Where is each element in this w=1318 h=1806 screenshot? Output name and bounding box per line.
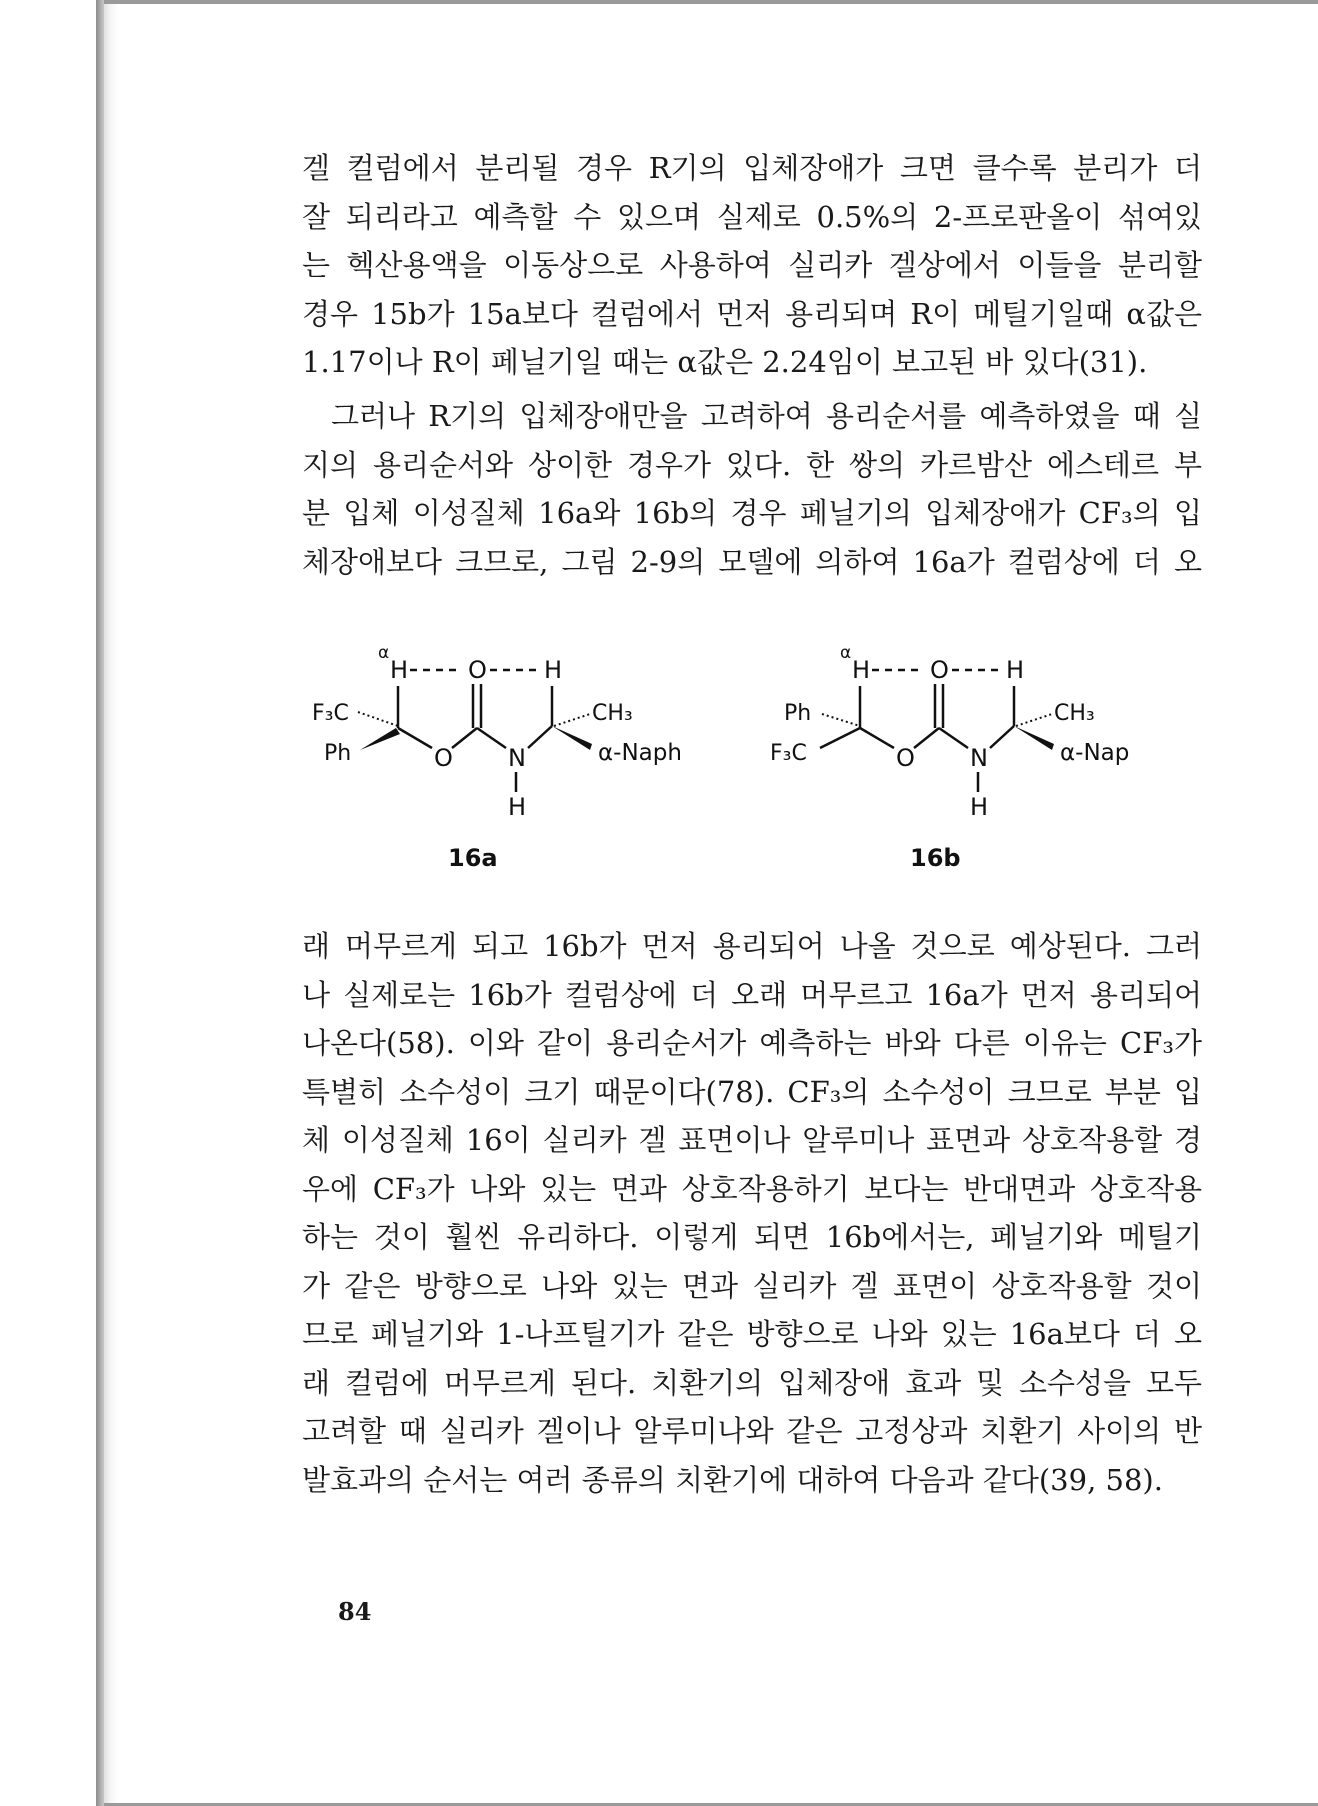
atom-label: H	[852, 656, 871, 684]
atom-label: O	[896, 744, 915, 772]
text-line: 므로 페닐기와 1-나프틸기가 같은 방향으로 나와 있는 16a보다 더 오	[302, 1317, 1202, 1351]
bond	[477, 728, 506, 748]
hashed-bond	[822, 714, 860, 726]
text-line: 1.17이나 R이 페닐기일 때는 α값은 2.24임이 보고된 바 있다(31).	[302, 345, 1148, 379]
bond	[860, 728, 894, 748]
text-line: 하는 것이 훨씬 유리하다. 이렇게 되면 16b에서는, 페닐기와 메틸기	[302, 1220, 1202, 1254]
compound-label: 16b	[910, 844, 961, 872]
text-line: 고려할 때 실리카 겔이나 알루미나와 같은 고정상과 치환기 사이의 반	[302, 1414, 1202, 1448]
text-line: 특별히 소수성이 크기 때문이다(78). CF₃의 소수성이 크므로 부분 입	[302, 1074, 1202, 1109]
text-line: 나 실제로는 16b가 컬럼상에 더 오래 머무르고 16a가 먼저 용리되어	[302, 977, 1202, 1012]
atom-label: Ph	[324, 741, 352, 766]
bond	[398, 728, 432, 748]
text-line: 분 입체 이성질체 16a와 16b의 경우 페닐기의 입체장애가 CF₃의 입	[302, 496, 1202, 530]
atom-label: H	[508, 793, 527, 821]
chemical-structure-figure	[300, 640, 1220, 880]
atom-label: N	[970, 744, 988, 772]
text-line: 지의 용리순서와 상이한 경우가 있다. 한 쌍의 카르밤산 에스테르 부	[302, 447, 1202, 482]
atom-label: CH₃	[592, 701, 633, 726]
page-top-edge	[104, 0, 1318, 4]
paragraph-2	[302, 392, 1202, 586]
bond	[452, 728, 477, 748]
bond	[914, 728, 939, 748]
atom-label: O	[434, 744, 453, 772]
paragraph-1	[302, 144, 1202, 387]
atom-label: H	[544, 656, 563, 684]
atom-label: α-Naph	[598, 740, 682, 766]
atom-label: O	[930, 656, 949, 684]
atom-label: CH₃	[1054, 701, 1095, 726]
text-line: 는 헥산용액을 이동상으로 사용하여 실리카 겔상에서 이들을 분리할	[302, 248, 1202, 282]
structure-svg	[300, 640, 1220, 880]
text-line: 래 머무르게 되고 16b가 먼저 용리되어 나올 것으로 예상된다. 그러	[302, 929, 1202, 963]
text-line: 가 같은 방향으로 나와 있는 면과 실리카 겔 표면이 상호작용할 것이	[302, 1268, 1202, 1303]
text-line: 잘 되리라고 예측할 수 있으며 실제로 0.5%의 2-프로판올이 섞여있	[302, 199, 1202, 234]
hashed-bond	[554, 714, 590, 726]
wedge-bond	[552, 726, 592, 750]
page-left-edge	[96, 0, 104, 1806]
atom-label: α-Nap	[1060, 740, 1130, 766]
text-line: 나온다(58). 이와 같이 용리순서가 예측하는 바와 다른 이유는 CF₃가	[302, 1026, 1202, 1060]
atom-label: H	[1006, 656, 1025, 684]
wedge-bond	[1014, 726, 1054, 750]
text-line: 래 컬럼에 머무르게 된다. 치환기의 입체장애 효과 및 소수성을 모두	[302, 1365, 1202, 1400]
text-line: 그러나 R기의 입체장애만을 고려하여 용리순서를 예측하였을 때 실	[331, 399, 1202, 433]
atom-label: F₃C	[770, 741, 807, 766]
text-line: 체 이성질체 16이 실리카 겔 표면이나 알루미나 표면과 상호작용할 경	[302, 1123, 1202, 1157]
atom-label: Ph	[784, 701, 812, 726]
bond	[939, 728, 968, 748]
text-line: 우에 CF₃가 나와 있는 면과 상호작용하기 보다는 반대면과 상호작용	[302, 1171, 1202, 1206]
bond	[820, 728, 860, 748]
compound-label: 16a	[448, 844, 498, 872]
atom-label: O	[468, 656, 487, 684]
bond	[528, 726, 552, 748]
molecule-16a	[312, 643, 682, 872]
atom-label: F₃C	[312, 701, 349, 726]
wedge-bond	[360, 728, 400, 750]
atom-label: N	[508, 744, 526, 772]
alpha-superscript: α	[378, 643, 390, 663]
paragraph-3	[302, 922, 1202, 1504]
molecule-16b	[770, 643, 1129, 872]
alpha-superscript: α	[840, 643, 852, 663]
hashed-bond	[358, 712, 398, 726]
text-line: 겔 컬럼에서 분리될 경우 R기의 입체장애가 크면 클수록 분리가 더	[302, 151, 1202, 185]
bond	[990, 726, 1014, 748]
hashed-bond	[1016, 714, 1052, 726]
text-line: 체장애보다 크므로, 그림 2-9의 모델에 의하여 16a가 컬럼상에 더 오	[302, 544, 1202, 579]
text-line: 경우 15b가 15a보다 컬럼에서 먼저 용리되며 R이 메틸기일때 α값은	[302, 296, 1202, 331]
text-line: 발효과의 순서는 여러 종류의 치환기에 대하여 다음과 같다(39, 58).	[302, 1462, 1163, 1497]
atom-label: H	[390, 656, 409, 684]
atom-label: H	[970, 793, 989, 821]
page-number: 84	[338, 1597, 372, 1626]
